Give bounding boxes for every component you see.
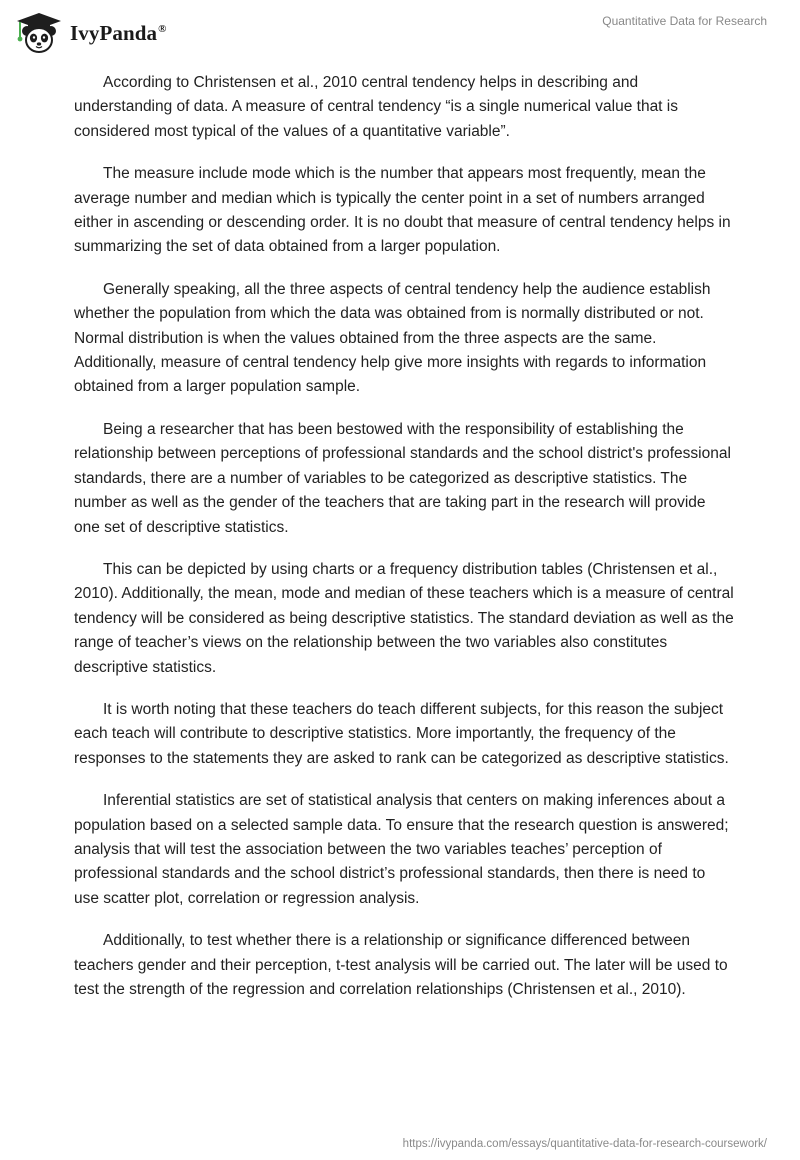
paragraph: This can be depicted by using charts or a frequency distribution tables (Christensen et al., 2010). Additionally, the mean, mode and median of these teachers which is a measure of central tendency will be considered as being descriptive statistics. The standard deviation as well as the range of teacher’s views on the relationship between the two variables also constitutes descriptive statistics.	[74, 560, 734, 676]
paragraph: The measure include mode which is the number that appears most frequently, mean the average number and median which is typically the center point in a set of numbers arranged either in ascending or descending order. It is no doubt that measure of central tendency helps in summarizing the set of data obtained from a larger population.	[74, 165, 731, 256]
panda-graduation-cap-icon	[14, 11, 64, 55]
essay-body	[74, 71, 734, 1020]
paragraph: Generally speaking, all the three aspects of central tendency help the audience establish whether the population from which the data was obtained from is normally distributed or not. Normal distribution is when the values obtained from the three aspects are the same. Additionally, measure of central tendency help give more insights with regards to information obtained from a larger population sample.	[74, 280, 711, 396]
page-header	[0, 0, 800, 64]
paragraph: Being a researcher that has been bestowed with the responsibility of establishing the relationship between perceptions of professional standards and the school district's professional standards, there are a number of variables to be categorized as descriptive statistics. The number as well as the gender of the teachers that are taking part in the research will provide one set of descriptive statistics.	[74, 420, 731, 536]
registered-mark: ®	[158, 22, 167, 35]
brand-name: IvyPanda®	[70, 20, 167, 45]
paragraph: It is worth noting that these teachers do teach different subjects, for this reason the subject each teach will contribute to descriptive statistics. More importantly, the frequency of the responses to the statements they are asked to rank can be categorized as descriptive statistics.	[74, 700, 729, 767]
source-url[interactable]: https://ivypanda.com/essays/quantitative-data-for-research-coursework/	[402, 1138, 767, 1150]
paragraph: Inferential statistics are set of statistical analysis that centers on making inferences about a population based on a selected sample data. To ensure that the research question is answered; analysis that will test the association between the two variables teaches’ perception of professional standards and the school district’s professional standards, then there is need to use scatter plot, correlation or regression analysis.	[74, 792, 729, 907]
brand-logo[interactable]	[14, 8, 167, 58]
document-title: Quantitative Data for Research	[602, 14, 767, 28]
paragraph: Additionally, to test whether there is a relationship or significance differenced between teachers gender and their perception, t-test analysis will be carried out. The later will be used to test the strength of the regression and correlation relationships (Christensen et al., 2010).	[74, 932, 728, 998]
paragraph: According to Christensen et al., 2010 central tendency helps in describing and understanding of data. A measure of central tendency “is a single numerical value that is considered most typical of the values of a quantitative variable”.	[74, 74, 678, 140]
